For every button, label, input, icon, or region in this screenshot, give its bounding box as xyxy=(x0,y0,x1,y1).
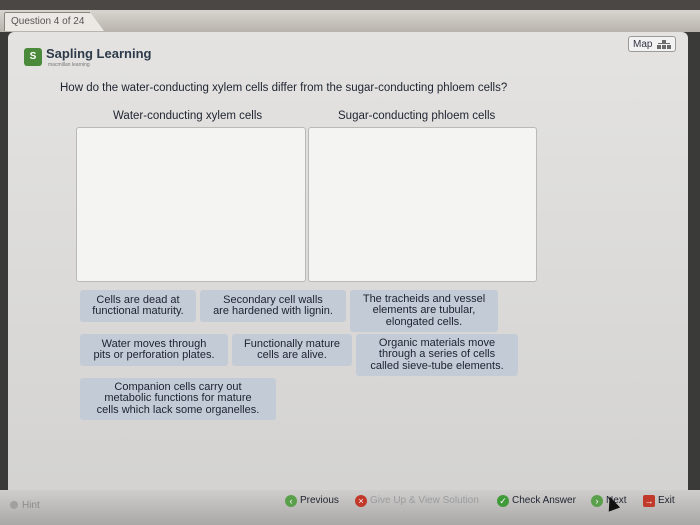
window-top-strip xyxy=(0,0,700,10)
next-arrow-icon: › xyxy=(591,495,603,507)
exit-button[interactable] xyxy=(643,492,675,509)
map-button[interactable] xyxy=(628,36,676,52)
answer-tile[interactable] xyxy=(80,378,276,420)
exit-label: Exit xyxy=(658,495,675,506)
check-icon: ✓ xyxy=(497,495,509,507)
answer-tile-text: Cells are dead at functional maturity. xyxy=(92,293,184,317)
hint-icon xyxy=(10,501,18,509)
hint-button[interactable] xyxy=(10,500,40,511)
brand-name: Sapling Learning xyxy=(46,46,152,61)
brand-tagline: macmillan learning xyxy=(48,62,90,68)
give-up-label: Give Up & View Solution xyxy=(370,495,479,506)
hint-label: Hint xyxy=(22,500,40,511)
drop-zone-phloem[interactable] xyxy=(308,127,537,282)
previous-label: Previous xyxy=(300,495,339,506)
sapling-logo-icon: S xyxy=(24,48,42,66)
previous-arrow-icon: ‹ xyxy=(285,495,297,507)
sitemap-icon xyxy=(657,40,671,49)
check-answer-button[interactable] xyxy=(497,492,576,509)
column-header-phloem: Sugar-conducting phloem cells xyxy=(338,110,496,122)
drop-zone-xylem[interactable] xyxy=(76,127,306,282)
give-up-icon: × xyxy=(355,495,367,507)
answer-tile-text: Secondary cell walls are hardened with lignin. xyxy=(213,293,333,317)
answer-tile[interactable] xyxy=(80,290,196,322)
column-header-xylem: Water-conducting xylem cells xyxy=(113,110,263,122)
answer-tile-text: Companion cells carry out metabolic functions for mature cells which lack some organelles. xyxy=(96,380,260,416)
check-answer-label: Check Answer xyxy=(512,495,576,506)
answer-tile[interactable] xyxy=(350,290,498,332)
previous-button[interactable] xyxy=(285,492,339,509)
answer-tile-text: Water moves through pits or perforation plates. xyxy=(93,337,215,361)
map-button-label: Map xyxy=(633,39,653,50)
answer-tile[interactable] xyxy=(232,334,352,366)
brand-logo xyxy=(24,44,152,70)
answer-tile-text: The tracheids and vessel elements are tubular, elongated cells. xyxy=(362,292,486,328)
next-label: Next xyxy=(606,495,627,506)
answer-tile[interactable] xyxy=(356,334,518,376)
answer-tile-text: Functionally mature cells are alive. xyxy=(244,337,340,361)
footer-toolbar xyxy=(0,490,700,525)
give-up-button[interactable] xyxy=(355,492,479,509)
answer-tile[interactable] xyxy=(200,290,346,322)
exit-icon: → xyxy=(644,495,654,506)
question-counter-tab[interactable]: Question 4 of 24 xyxy=(4,12,91,31)
answer-tile-text: Organic materials move through a series of cells called sieve-tube elements. xyxy=(370,336,504,372)
question-bar xyxy=(0,10,700,32)
question-panel xyxy=(8,32,688,512)
question-text: How do the water-conducting xylem cells differ from the sugar-conducting phloem cells? xyxy=(60,82,508,94)
answer-tile[interactable] xyxy=(80,334,228,366)
